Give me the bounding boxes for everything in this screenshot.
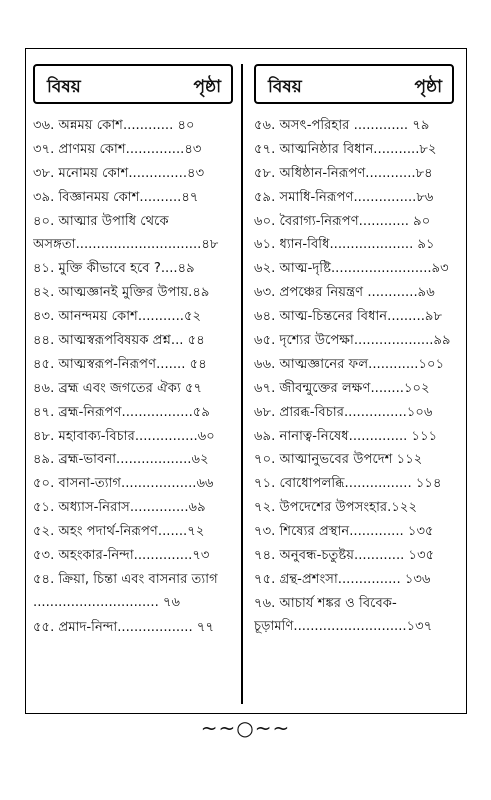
toc-entry: ৬২. আত্ম-দৃষ্টি........................৯৩ [254, 261, 449, 277]
left-entries [33, 114, 233, 640]
toc-entry: ৪১. মুক্তি কীভাবে হবে ?....৪৯ [33, 261, 195, 277]
toc-entry: ৫০. বাসনা-ত্যাগ..................৬৬ [33, 476, 214, 492]
toc-entry: ৩৬. অন্নময় কোশ............ ৪০ [33, 118, 195, 133]
toc-entry: ৩৭. প্রাণময় কোশ..............৪৩ [33, 141, 202, 157]
toc-entry: ৬৭. জীবন্মুক্তের লক্ষণ........১০২ [254, 380, 430, 396]
toc-entry: ৫২. অহং পদার্থ-নিরূপণ.......৭২ [33, 524, 205, 540]
toc-entry: ৫৯. সমাধি-নিরূপণ...............৮৬ [254, 189, 434, 205]
toc-entry: ৭২. উপদেশের উপসংহার.১২২ [254, 500, 418, 516]
toc-entry: ৭৩. শিষ্যের প্রস্থান............. ১৩৫ [254, 524, 434, 540]
ornament-divider: ~~○~~ [200, 716, 291, 740]
toc-entry [33, 210, 233, 258]
toc-entry-text: ৭৬. আচার্য শঙ্কর ও বিবেক-চূড়ামণি...........................১৩৭ [254, 595, 433, 634]
toc-entry [33, 568, 233, 616]
left-header [33, 64, 233, 104]
toc-entry: ৪৬. ব্রহ্ম এবং জগতের ঐক্য ৫৭ [33, 380, 203, 396]
toc-entry: ৬০. বৈরাগ্য-নিরূপণ............ ৯০ [254, 213, 431, 229]
toc-entry-text: ৫৪. ক্রিয়া, চিন্তা এবং বাসনার ত্যাগ .............................. ৭৬ [33, 571, 218, 610]
toc-entry: ৭৫. গ্রন্থ-প্রশংসা............... ১৩৬ [254, 571, 431, 587]
right-header-page: পৃষ্ঠা [414, 77, 442, 97]
toc-entry: ৪২. আত্মজ্ঞানই মুক্তির উপায়.৪৯ [33, 285, 210, 301]
right-header [254, 64, 454, 104]
toc-entry: ৪৮. মহাবাক্য-বিচার...............৬০ [33, 428, 215, 444]
toc-entry: ৬৪. আত্ম-চিন্তনের বিধান.........৯৮ [254, 309, 443, 325]
toc-entry: ৪৯. ব্রহ্ম-ভাবনা..................৬২ [33, 452, 209, 468]
right-column [254, 64, 454, 640]
toc-entry [254, 592, 454, 640]
toc-entry: ৬৫. দৃশ্যের উপেক্ষা...................৯৯ [254, 333, 451, 349]
left-column [33, 64, 233, 640]
toc-entry: ৫১. অধ্যাস-নিরাস..............৬৯ [33, 500, 206, 516]
toc-entry: ৫৮. অধিষ্ঠান-নিরূপণ............৮৪ [254, 165, 433, 181]
toc-entry: ৬৮. প্রারব্ধ-বিচার...............১০৬ [254, 404, 433, 420]
toc-entry: ৬৯. নানাত্ব-নিষেধ.............. ১১১ [254, 428, 438, 444]
toc-entry: ৪৪. আত্মস্বরূপবিষয়ক প্রশ্ন... ৫৪ [33, 333, 205, 349]
left-header-page: পৃষ্ঠা [193, 77, 221, 97]
toc-entry: ৩৮. মনোময় কোশ..............৪৩ [33, 165, 205, 181]
toc-entry-text: ৪০. আত্মার উপাধি থেকে অসঙ্গতা..............................৪৮ [33, 213, 219, 252]
column-divider [241, 64, 243, 704]
toc-entry: ৬৬. আত্মজ্ঞানের ফল............১০১ [254, 356, 445, 372]
toc-entry: ৭৪. অনুবন্ধ-চতুষ্টয়............ ১৩৫ [254, 548, 435, 564]
toc-entry: ৪৫. আত্মস্বরূপ-নিরূপণ....... ৫৪ [33, 356, 207, 372]
toc-entry: ৭০. আত্মানুভবের উপদেশ ১১২ [254, 452, 423, 468]
right-header-subject: বিষয় [268, 77, 302, 97]
toc-entry: ৭১. বোধোপলব্ধি................ ১১৪ [254, 476, 442, 492]
toc-entry: ৪৩. আনন্দময় কোশ...........৫২ [33, 309, 202, 325]
toc-entry: ৫৬. অসৎ-পরিহার ............. ৭৯ [254, 118, 430, 133]
toc-entry: ৬১. ধ্যান-বিধি.................... ৯১ [254, 237, 435, 253]
toc-entry: ৫৩. অহংকার-নিন্দা..............৭৩ [33, 548, 210, 564]
toc-entry: ৬৩. প্রপঞ্চের নিয়ন্ত্রণ ............৯৬ [254, 285, 435, 301]
toc-entry: ৫৫. প্রমাদ-নিন্দা.................. ৭৭ [33, 619, 215, 635]
toc-entry: ৫৭. আত্মনিষ্ঠার বিধান...........৮২ [254, 141, 437, 157]
toc-entry: ৩৯. বিজ্ঞানময় কোশ..........৪৭ [33, 189, 199, 205]
toc-entry: ৪৭. ব্রহ্ম-নিরূপণ.................৫৯ [33, 404, 210, 420]
right-entries [254, 114, 454, 640]
left-header-subject: বিষয় [47, 77, 81, 97]
